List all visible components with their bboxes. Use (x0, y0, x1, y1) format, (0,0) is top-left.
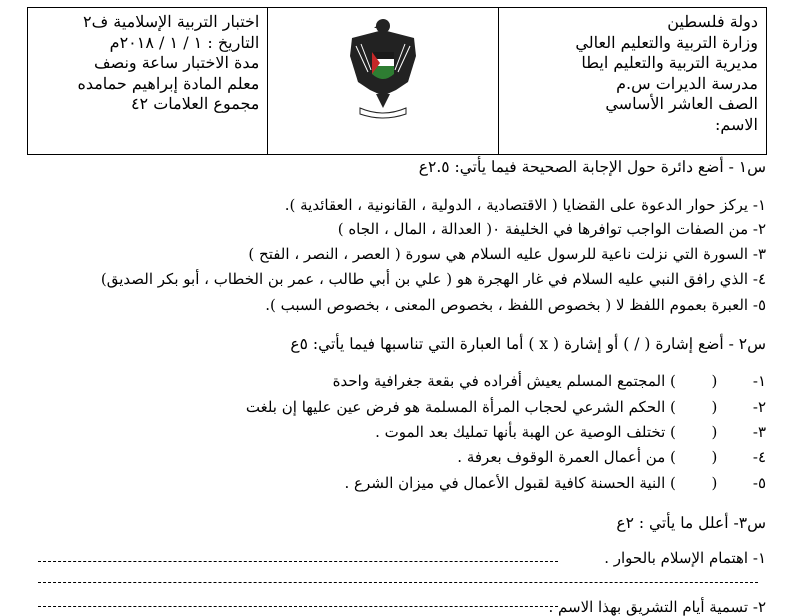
header-country: دولة فلسطين (667, 12, 758, 31)
q2-answer-box[interactable]: ( (711, 474, 718, 492)
q1-title: س١ - أضع دائرة حول الإجابة الصحيحة فيما يأتي: ٢.٥ع (418, 158, 766, 176)
exam-date: التاريخ : ١ / ١ / ٢٠١٨م (109, 32, 260, 52)
q2-item-number: ١- (752, 372, 766, 390)
q3-answer-line-2a[interactable] (38, 606, 558, 607)
q3-item-1: ١- اهتمام الإسلام بالحوار . (604, 549, 766, 567)
header-directorate: مديرية التربية والتعليم ايطا (581, 53, 758, 72)
q1-item-3: ٣- السورة التي نزلت ناعية للرسول عليه السلام هي سورة ( العصر ، النصر ، الفتح ) (248, 245, 766, 263)
q1-item-1: ١- يركز حوار الدعوة على القضايا ( الاقتصادية ، الدولية ، القانونية ، العقائدية ). (284, 196, 766, 214)
header-grade: الصف العاشر الأساسي (605, 94, 758, 113)
q2-item-number: ٢- (752, 398, 766, 416)
emblem-cell (267, 8, 498, 154)
q1-item-5: ٥- العبرة بعموم اللفظ لا ( بخصوص اللفظ ، بخصوص المعنى ، بخصوص السبب ). (265, 296, 766, 314)
q2-item-text: ) الحكم الشرعي لحجاب المرأة المسلمة هو فرض عين عليها إن بلغت (245, 398, 676, 416)
q2-item-number: ٤- (752, 448, 766, 466)
header-ministry: وزارة التربية والتعليم العالي (575, 32, 758, 52)
exam-duration: مدة الاختبار ساعة ونصف (94, 53, 260, 72)
q2-answer-box[interactable]: ( (711, 398, 718, 416)
q3-title: س٣- أعلل ما يأتي : ٢ع (616, 514, 766, 532)
q2-item-number: ٣- (752, 423, 766, 441)
q2-item-text: ) النية الحسنة كافية لقبول الأعمال في ميزان الشرع . (344, 474, 676, 492)
exam-teacher: معلم المادة إبراهيم حمامده (77, 73, 260, 93)
q1-item-4: ٤- الذي رافق النبي عليه السلام في غار الهجرة هو ( علي بن أبي طالب ، عمر بن الخطاب ، أبو بكر الصديق) (100, 270, 766, 288)
q3-answer-line-1a[interactable] (38, 561, 558, 562)
q2-item-text: ) من أعمال العمرة الوقوف بعرفة . (457, 448, 676, 466)
q2-item-text: ) تختلف الوصية عن الهبة بأنها تمليك بعد الموت . (375, 423, 676, 441)
q2-item-text: ) المجتمع المسلم يعيش أفراده في بقعة جغرافية واحدة (332, 372, 676, 390)
q2-answer-box[interactable]: ( (711, 423, 718, 441)
q2-item-1 (333, 372, 766, 390)
exam-total-marks: مجموع العلامات ٤٢ (130, 94, 260, 113)
q2-item-3 (375, 423, 766, 441)
q3-item-2: ٢- تسمية أيام التشريق بهذا الاسم . (548, 598, 766, 616)
q2-item-2 (246, 398, 766, 416)
exam-subject: اختبار التربية الإسلامية ف٢ (82, 12, 260, 31)
q1-item-2: ٢- من الصفات الواجب توافرها في الخليفة ٠( العدالة ، المال ، الجاه ) (337, 220, 766, 238)
q3-answer-line-1b[interactable] (38, 582, 758, 583)
header-name-field: الاسم: (714, 114, 758, 134)
exam-info (28, 8, 267, 154)
q2-item-5 (345, 474, 767, 492)
q2-answer-box[interactable]: ( (711, 448, 718, 466)
q2-title: س٢ - أضع إشارة ( / ) أو إشارة ( x ) أما العبارة التي تناسبها فيما يأتي: ٥ع (290, 335, 766, 353)
exam-header (27, 7, 767, 155)
q2-answer-box[interactable]: ( (711, 372, 718, 390)
school-info (499, 8, 766, 154)
q2-item-number: ٥- (752, 474, 766, 492)
q2-item-4 (457, 448, 766, 466)
header-school: مدرسة الديرات س.م (616, 73, 758, 93)
palestinian-eagle-emblem-icon (346, 12, 420, 122)
